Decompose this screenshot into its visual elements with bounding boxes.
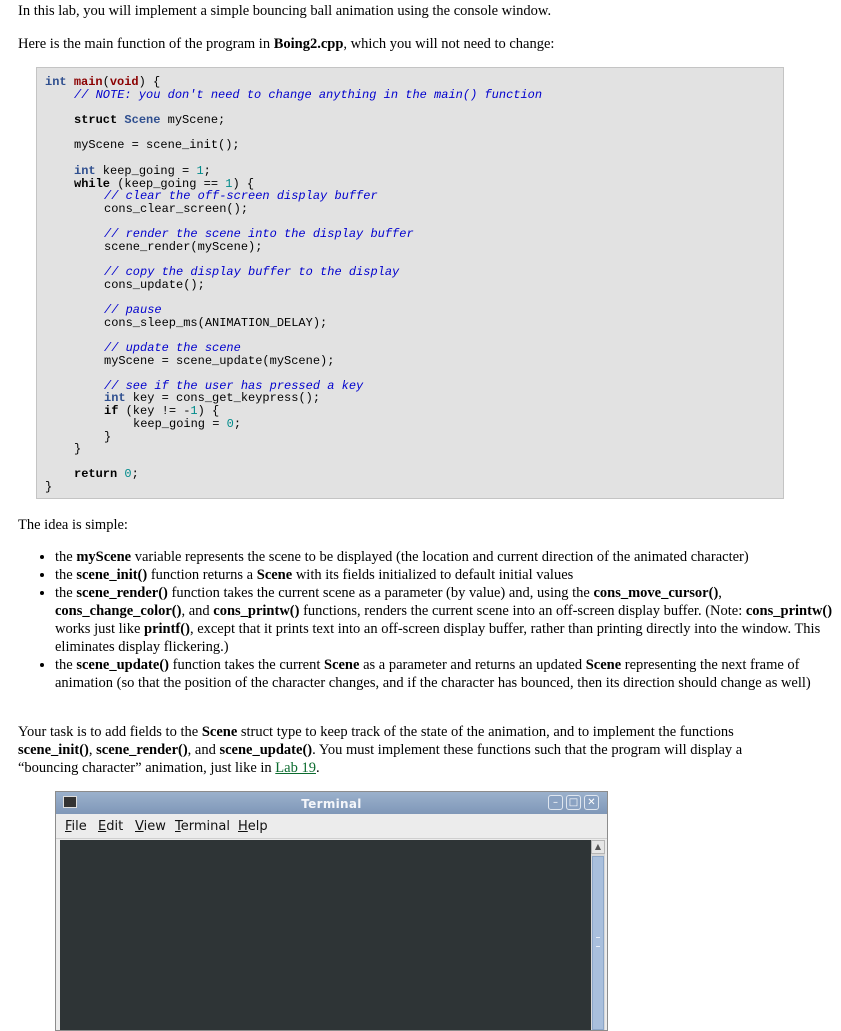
code-keyword: return [74, 467, 118, 481]
code-keyword: int [104, 391, 126, 405]
code-number: 1 [190, 404, 198, 418]
list-item [55, 566, 841, 584]
task-text: struct type to keep track of the state of the animation, and to implement the functions [237, 724, 734, 740]
terminal-titlebar [56, 792, 607, 814]
code-line [74, 467, 139, 481]
list-emphasis: cons_move_cursor() [593, 585, 719, 601]
code-comment: // clear the off-screen display buffer [104, 189, 378, 203]
list-item [55, 584, 841, 656]
list-text: works just like [55, 621, 145, 637]
code-line [133, 417, 241, 431]
list-emphasis: printf() [144, 621, 190, 637]
code-line: cons_sleep_ms(ANIMATION_DELAY); [104, 316, 328, 330]
list-emphasis: myScene [76, 549, 132, 565]
terminal-screen[interactable] [60, 840, 591, 1030]
intro-text-prefix: Here is the main function of the program in [18, 36, 274, 52]
task-text: . You must implement these functions such that the program will display a “bouncing character” animation, just like in [18, 742, 743, 776]
list-emphasis: Scene [256, 567, 293, 583]
task-paragraph [18, 723, 798, 777]
code-text: key = cons_get_keypress(); [125, 391, 321, 405]
minimize-button[interactable]: – [548, 795, 563, 810]
code-comment: // NOTE: you don't need to change anything in the main() function [74, 88, 543, 102]
terminal-scrollbar[interactable] [591, 840, 605, 1030]
code-line [74, 113, 225, 127]
code-comment: // copy the display buffer to the display [104, 265, 400, 279]
code-comment: // pause [104, 303, 162, 317]
code-line: } [74, 442, 82, 456]
code-line [74, 164, 211, 178]
scroll-up-icon[interactable]: ▲ [591, 840, 605, 854]
scroll-thumb[interactable] [592, 856, 604, 1030]
list-emphasis: cons_printw() [745, 603, 833, 619]
code-text: (keep_going == [110, 177, 226, 191]
code-number: 1 [196, 164, 204, 178]
code-line [45, 75, 160, 89]
list-text: , and [181, 603, 214, 619]
lab-19-link[interactable]: Lab 19 [275, 760, 316, 776]
code-line: scene_render(myScene); [104, 240, 263, 254]
code-comment: // update the scene [104, 341, 241, 355]
code-text: (key != - [118, 404, 191, 418]
menu-file[interactable]: File [65, 819, 87, 834]
code-text: ) { [138, 75, 161, 89]
code-number: 0 [124, 467, 132, 481]
code-text: ; [203, 164, 211, 178]
code-text: ; [233, 417, 242, 431]
list-text: the [55, 549, 77, 565]
list-emphasis: cons_printw() [213, 603, 300, 619]
task-emphasis: scene_update() [219, 742, 313, 758]
code-type: Scene [124, 113, 161, 127]
list-text: , except that it prints text into an off-screen display buffer, rather than printing directly into the window. This eliminates display flickering.) [55, 621, 821, 655]
intro-text-suffix: , which you will not need to change: [343, 36, 555, 52]
task-emphasis: scene_render() [96, 742, 188, 758]
code-line: myScene = scene_init(); [74, 138, 240, 152]
list-text: the [55, 585, 77, 601]
list-text: variable represents the scene to be displayed (the location and current direction of the animated character) [131, 549, 749, 565]
list-item [55, 548, 841, 566]
task-text: , [88, 742, 97, 758]
terminal-window [55, 791, 608, 1031]
code-function-name: main [73, 75, 103, 89]
list-text: functions, renders the current scene into an off-screen display buffer. (Note: [299, 603, 746, 619]
intro-main-function-line [18, 35, 798, 53]
intro-text: In this lab, you will implement a simple bouncing ball animation using the console window. [18, 3, 552, 19]
code-line: cons_update(); [104, 278, 205, 292]
code-line [104, 404, 219, 418]
code-line: } [104, 430, 112, 444]
idea-heading [18, 516, 798, 534]
code-keyword: while [74, 177, 111, 191]
task-text: . [315, 760, 320, 776]
maximize-button[interactable]: □ [566, 795, 581, 810]
filename: Boing2.cpp [273, 36, 344, 52]
idea-text: The idea is simple: [18, 517, 128, 533]
code-number: 1 [225, 177, 233, 191]
code-text: keep_going = [95, 164, 197, 178]
list-item [55, 656, 841, 692]
code-text: myScene; [160, 113, 226, 127]
code-line: cons_clear_screen(); [104, 202, 249, 216]
list-emphasis: scene_update() [76, 657, 169, 673]
intro-line [18, 2, 798, 20]
list-text: function returns a [147, 567, 257, 583]
code-text: ( [102, 75, 110, 89]
list-text: as a parameter and returns an updated [359, 657, 586, 673]
list-text: with its fields initialized to default initial values [292, 567, 574, 583]
terminal-title: Terminal [301, 797, 362, 811]
close-button[interactable]: ✕ [584, 795, 599, 810]
code-block [36, 67, 784, 499]
task-emphasis: Scene [201, 724, 238, 740]
task-text: Your task is to add fields to the [18, 724, 202, 740]
menu-terminal[interactable]: Terminal [175, 819, 230, 834]
task-emphasis: scene_init() [18, 742, 89, 758]
code-keyword: if [104, 404, 119, 418]
code-text: ; [131, 467, 139, 481]
menu-view[interactable]: View [135, 819, 166, 834]
menu-help[interactable]: Help [238, 819, 268, 834]
list-text: , [718, 585, 722, 601]
menu-edit[interactable]: Edit [98, 819, 124, 834]
list-text: representing the next frame of animation (so that the position of the character changes, and if the character has bounced, then its direction should change as well) [55, 657, 811, 691]
code-keyword: struct [74, 113, 118, 127]
list-emphasis: scene_render() [76, 585, 168, 601]
list-emphasis: Scene [585, 657, 622, 673]
code-comment: // see if the user has pressed a key [104, 379, 364, 393]
code-text: ) { [197, 404, 220, 418]
list-emphasis: Scene [324, 657, 360, 673]
list-text: function takes the current [168, 657, 324, 673]
code-line: myScene = scene_update(myScene); [104, 354, 335, 368]
terminal-menubar [56, 814, 607, 839]
code-text: ) { [232, 177, 255, 191]
list-emphasis: cons_change_color() [55, 603, 182, 619]
code-line [104, 391, 320, 405]
code-keyword: int [45, 75, 67, 89]
grip-icon [596, 937, 600, 947]
list-emphasis: scene_init() [76, 567, 148, 583]
list-text: the [55, 567, 77, 583]
idea-list [18, 548, 841, 692]
code-number: 0 [226, 417, 234, 431]
code-keyword: void [109, 75, 139, 89]
task-text: , and [187, 742, 220, 758]
list-text: function takes the current scene as a parameter (by value) and, using the [167, 585, 594, 601]
code-text: keep_going = [133, 417, 227, 431]
code-line: } [45, 480, 53, 494]
code-comment: // render the scene into the display buffer [104, 227, 414, 241]
list-text: the [55, 657, 77, 673]
code-keyword: int [74, 164, 96, 178]
